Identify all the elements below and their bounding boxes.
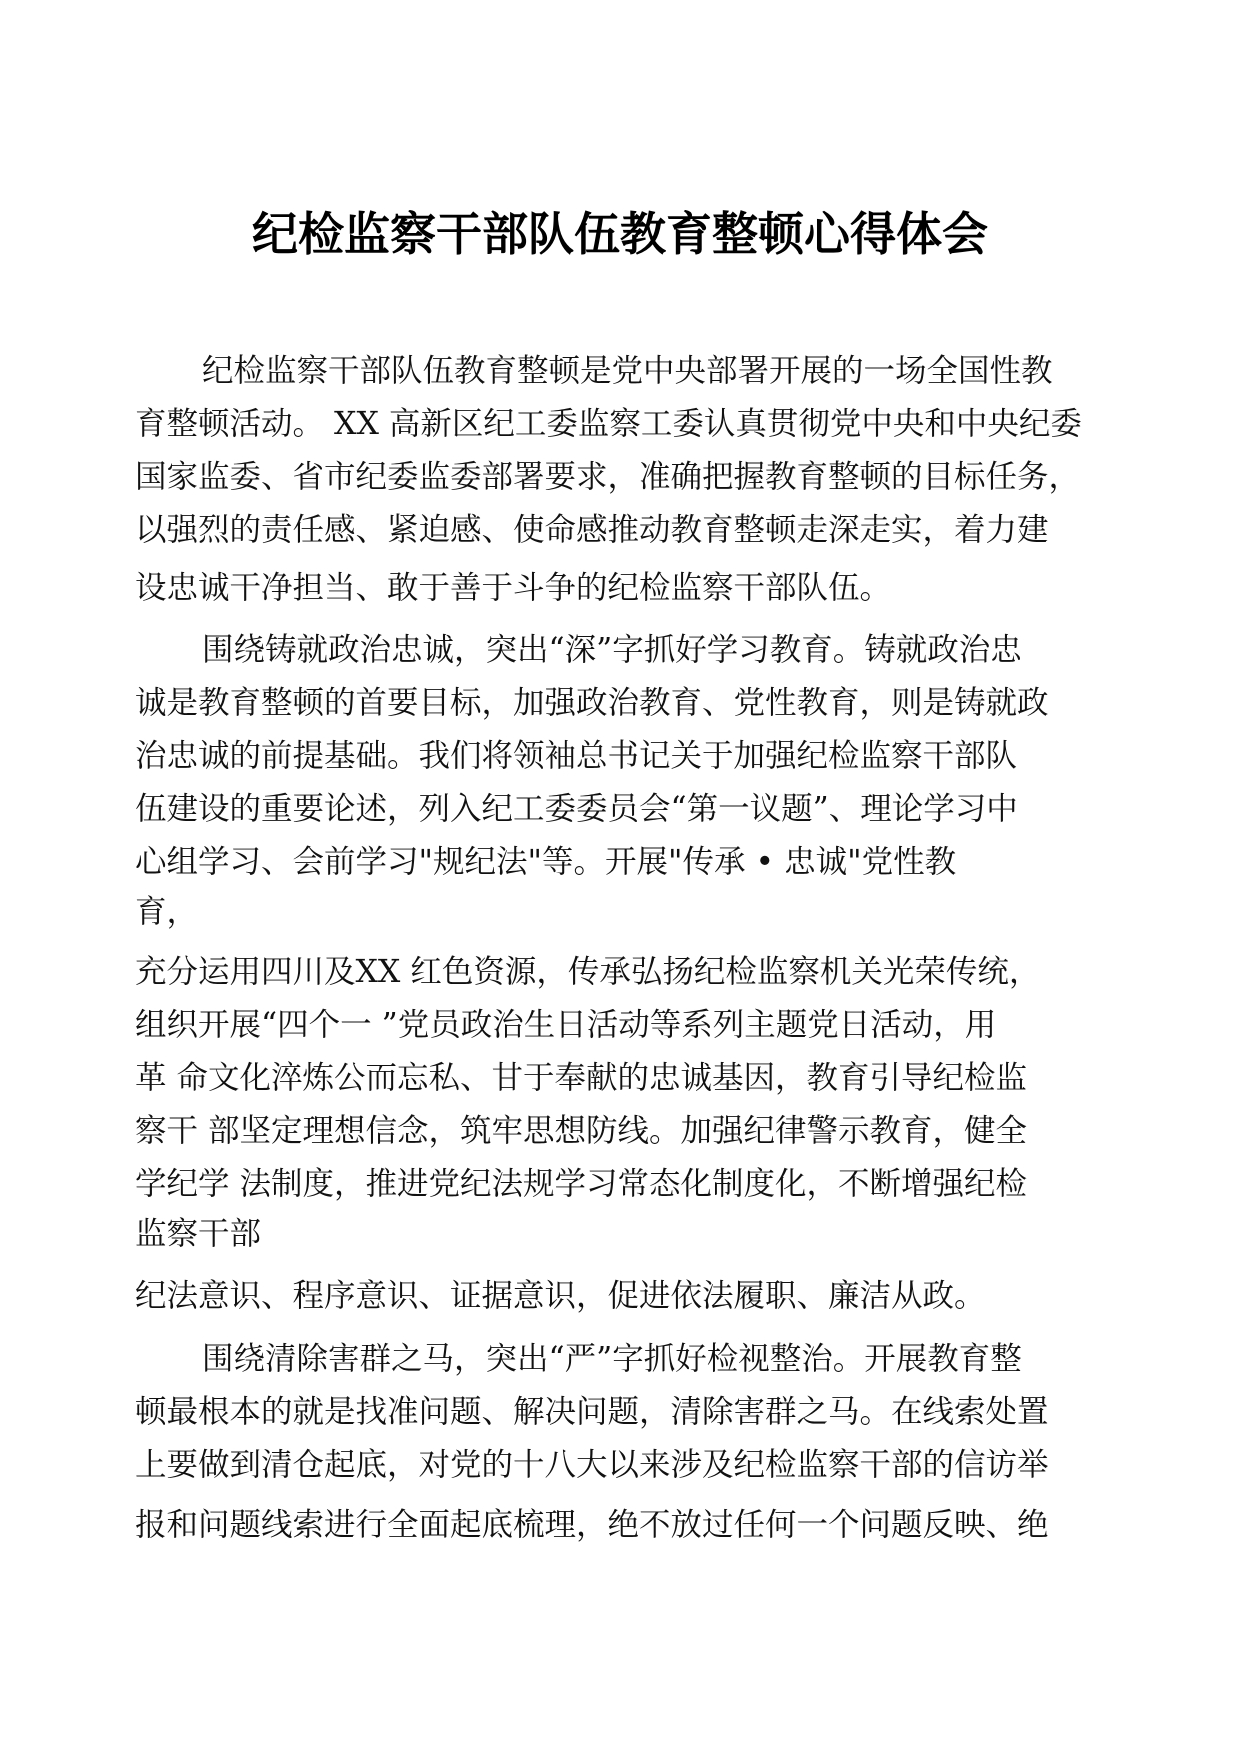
text-line: 心组学习、会前学习"规纪法"等。开展"传承 • 忠诚"党性教 (135, 844, 957, 880)
text-line: 察干 部坚定理想信念，筑牢思想防线。加强纪律警示教育，健全 (135, 1113, 1028, 1149)
text-line: 革 命文化淬炼公而忘私、甘于奉献的忠诚基因，教育引导纪检监 (135, 1060, 1028, 1096)
text-line: 诚是教育整顿的首要目标，加强政治教育、党性教育，则是铸就政 (135, 685, 1049, 721)
text-line: 治忠诚的前提基础。我们将领袖总书记关于加强纪检监察干部队 (135, 738, 1018, 774)
text-line: 围绕铸就政治忠诚，突出“深”字抓好学习教育。铸就政治忠 (202, 632, 1022, 668)
text-line: 监察干部 (135, 1216, 262, 1252)
text-line: 顿最根本的就是找准问题、解决问题，清除害群之马。在线索处置 (135, 1394, 1049, 1430)
text-line: 报和问题线索进行全面起底梳理，绝不放过任何一个问题反映、绝 (135, 1507, 1049, 1543)
text-line: 围绕清除害群之马，突出“严”字抓好检视整治。开展教育整 (202, 1341, 1022, 1377)
text-line: 育整顿活动。 XX 高新区纪工委监察工委认真贯彻党中央和中央纪委 (135, 406, 1082, 442)
text-line: 国家监委、省市纪委监委部署要求，准确把握教育整顿的目标任务， (135, 459, 1081, 495)
text-line: 设忠诚干净担当、敢于善于斗争的纪检监察干部队伍。 (135, 570, 892, 606)
text-line: 育， (135, 894, 199, 930)
text-line: 伍建设的重要论述，列入纪工委委员会“第一议题”、理论学习中 (135, 791, 1018, 827)
text-line: 纪检监察干部队伍教育整顿是党中央部署开展的一场全国性教 (202, 353, 1053, 389)
text-line: 纪法意识、程序意识、证据意识，促进依法履职、廉洁从政。 (135, 1278, 986, 1314)
text-line: 以强烈的责任感、紧迫感、使命感推动教育整顿走深走实，着力建 (135, 512, 1049, 548)
text-line: 学纪学 法制度，推进党纪法规学习常态化制度化，不断增强纪检 (135, 1166, 1028, 1202)
text-line: 组织开展“四个一 ”党员政治生日活动等系列主题党日活动，用 (135, 1007, 997, 1043)
text-line: 上要做到清仓起底，对党的十八大以来涉及纪检监察干部的信访举 (135, 1447, 1049, 1483)
text-line: 充分运用四川及XX 红色资源，传承弘扬纪检监察机关光荣传统， (135, 954, 1041, 990)
page-title: 纪检监察干部队伍教育整顿心得体会 (252, 207, 988, 261)
